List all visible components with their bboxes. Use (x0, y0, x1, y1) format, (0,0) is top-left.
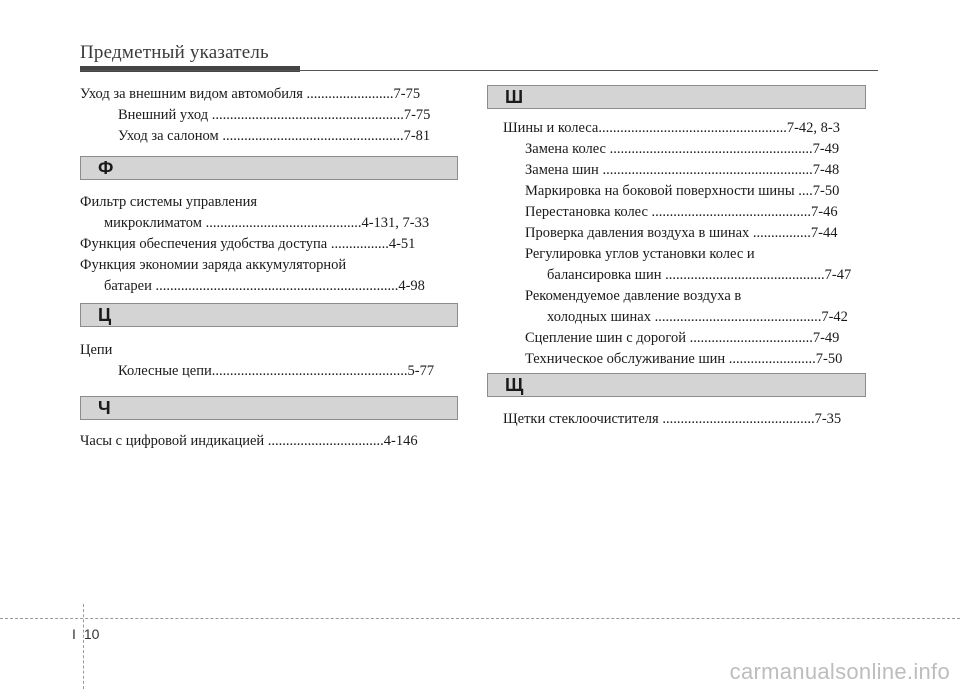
page-number-value: 10 (83, 626, 100, 642)
index-subentry: микроклиматом ...........................................4-131, 7-33 (104, 215, 430, 231)
footer-divider (0, 618, 960, 619)
index-subentry: Перестановка колес ............................................7-46 (525, 204, 838, 220)
section-letter: Ц (98, 305, 112, 325)
index-subentry: батареи ...................................................................4-98 (104, 278, 425, 294)
watermark: carmanualsonline.info (729, 659, 950, 684)
index-entry: Часы с цифровой индикацией ................................4-146 (80, 433, 418, 449)
index-entry: Фильтр системы управления (80, 194, 258, 210)
index-subentry: Замена колес ........................................................7-49 (525, 141, 840, 157)
section-letter: Щ (505, 375, 524, 395)
index-entry: Шины и колеса....................................................7-42, 8-3 (503, 120, 841, 136)
index-subentry: Проверка давления воздуха в шинах ................7-44 (525, 225, 838, 241)
index-section-shch (503, 409, 867, 430)
index-entry: Функция экономии заряда аккумуляторной (80, 257, 347, 273)
section-letter: Ч (98, 398, 111, 418)
index-subentry: Маркировка на боковой поверхности шины ....7-50 (525, 183, 840, 199)
index-section-f (80, 192, 460, 297)
index-subentry: Замена шин ..........................................................7-48 (525, 162, 840, 178)
index-subentry-continuation: холодных шинах ..............................................7-42 (547, 309, 848, 325)
section-header-sh (487, 85, 866, 109)
title-underline (80, 70, 878, 71)
section-mark: I (72, 626, 76, 642)
index-subentry: Колесные цепи......................................................5-77 (118, 363, 435, 379)
section-header-ts (80, 303, 458, 327)
section-letter: Ш (505, 87, 524, 107)
page-number (72, 626, 99, 642)
index-column-left (80, 84, 460, 147)
index-subentry: Уход за салоном ..................................................7-81 (118, 128, 431, 144)
index-entry: Цепи (80, 342, 113, 358)
index-entry: Функция обеспечения удобства доступа ................4-51 (80, 236, 416, 252)
index-entry: Щетки стеклоочистителя ..........................................7-35 (503, 411, 842, 427)
section-header-ch (80, 396, 458, 420)
index-subentry: Сцепление шин с дорогой ..................................7-49 (525, 330, 840, 346)
index-section-ch (80, 431, 460, 452)
index-subentry: Внешний уход .....................................................7-75 (118, 107, 431, 123)
index-subentry: Рекомендуемое давление воздуха в (525, 288, 742, 304)
page-title: Предметный указатель (80, 42, 269, 63)
section-header-shch (487, 373, 866, 397)
footer-margin-line (83, 604, 84, 689)
title-underline-accent (80, 66, 300, 72)
index-section-sh (503, 118, 867, 391)
index-subentry-continuation: балансировка шин ............................................7-47 (547, 267, 852, 283)
index-entry: Уход за внешним видом автомобиля ........................7-75 (80, 86, 421, 102)
index-section-ts (80, 340, 460, 382)
index-subentry: Техническое обслуживание шин ........................7-50 (525, 351, 843, 367)
index-subentry: Регулировка углов установки колес и (525, 246, 755, 262)
section-letter: Ф (98, 158, 114, 178)
section-header-f (80, 156, 458, 180)
